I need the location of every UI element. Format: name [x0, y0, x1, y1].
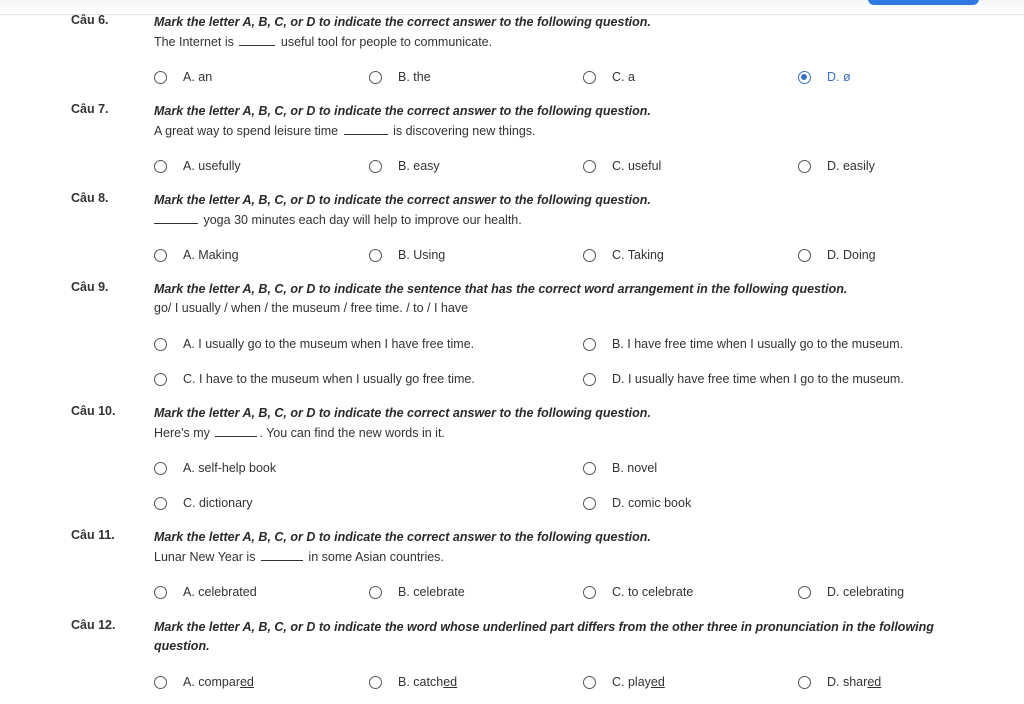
radio-button[interactable]: [369, 160, 382, 173]
question-instruction: Mark the letter A, B, C, or D to indicate the sentence that has the correct word arrangement in the following question.: [154, 282, 848, 296]
option-c[interactable]: C. dictionary: [154, 496, 252, 510]
option-b[interactable]: B. celebrate: [369, 585, 465, 599]
radio-button[interactable]: [369, 249, 382, 262]
option-d[interactable]: D. easily: [798, 159, 875, 173]
radio-button[interactable]: [583, 160, 596, 173]
radio-button[interactable]: [583, 497, 596, 510]
option-b[interactable]: B. Using: [369, 248, 445, 262]
question-instruction: Mark the letter A, B, C, or D to indicate the correct answer to the following question.: [154, 15, 651, 29]
question-number: Câu 6.: [71, 13, 109, 27]
option-a[interactable]: A. celebrated: [154, 585, 257, 599]
question-number: Câu 12.: [71, 618, 116, 632]
question-instruction: Mark the letter A, B, C, or D to indicate the correct answer to the following question.: [154, 104, 651, 118]
radio-button[interactable]: [798, 676, 811, 689]
option-d[interactable]: D. I usually have free time when I go to the museum.: [583, 372, 904, 386]
radio-button-selected[interactable]: [798, 71, 811, 84]
option-d[interactable]: D. ø: [798, 70, 851, 84]
question-instruction: Mark the letter A, B, C, or D to indicate the correct answer to the following question.: [154, 530, 651, 544]
option-b[interactable]: B. I have free time when I usually go to the museum.: [583, 337, 903, 351]
radio-button[interactable]: [583, 462, 596, 475]
question-stem: The Internet is useful tool for people to communicate.: [154, 35, 493, 49]
radio-button[interactable]: [154, 160, 167, 173]
radio-button[interactable]: [154, 497, 167, 510]
radio-button[interactable]: [583, 71, 596, 84]
radio-button[interactable]: [154, 676, 167, 689]
radio-button[interactable]: [154, 71, 167, 84]
question-stem: yoga 30 minutes each day will help to improve our health.: [154, 212, 522, 227]
question-instruction: Mark the letter A, B, C, or D to indicate the word whose underlined part differs from the other three in pronunciation in the following question.: [154, 620, 934, 653]
radio-button[interactable]: [154, 462, 167, 475]
option-d[interactable]: D. comic book: [583, 496, 691, 510]
radio-button[interactable]: [369, 586, 382, 599]
radio-button[interactable]: [798, 586, 811, 599]
option-a[interactable]: A. I usually go to the museum when I have free time.: [154, 337, 474, 351]
option-d[interactable]: D. celebrating: [798, 585, 904, 599]
radio-button[interactable]: [798, 160, 811, 173]
radio-button[interactable]: [154, 338, 167, 351]
radio-button[interactable]: [583, 586, 596, 599]
radio-button[interactable]: [583, 249, 596, 262]
option-b[interactable]: B. easy: [369, 159, 440, 173]
question-stem: go/ I usually / when / the museum / free time. / to / I have: [154, 301, 469, 315]
question-stem: Here's my . You can find the new words in it.: [154, 426, 445, 440]
radio-button[interactable]: [798, 249, 811, 262]
option-c[interactable]: C. played: [583, 675, 665, 689]
top-action-button[interactable]: [868, 0, 979, 5]
question-instruction: Mark the letter A, B, C, or D to indicate the correct answer to the following question.: [154, 193, 651, 207]
question-number: Câu 7.: [71, 102, 109, 116]
question-number: Câu 8.: [71, 191, 109, 205]
radio-button[interactable]: [369, 71, 382, 84]
option-b[interactable]: B. the: [369, 70, 431, 84]
option-c[interactable]: C. a: [583, 70, 635, 84]
radio-button[interactable]: [583, 338, 596, 351]
option-c[interactable]: C. I have to the museum when I usually go free time.: [154, 372, 475, 386]
radio-button[interactable]: [154, 249, 167, 262]
option-a[interactable]: A. Making: [154, 248, 239, 262]
radio-button[interactable]: [583, 373, 596, 386]
radio-button[interactable]: [369, 676, 382, 689]
option-c[interactable]: C. useful: [583, 159, 661, 173]
option-c[interactable]: C. Taking: [583, 248, 664, 262]
radio-button[interactable]: [154, 373, 167, 386]
option-a[interactable]: A. an: [154, 70, 212, 84]
question-instruction: Mark the letter A, B, C, or D to indicate the correct answer to the following question.: [154, 406, 651, 420]
option-a[interactable]: A. self-help book: [154, 461, 276, 475]
option-d[interactable]: D. shared: [798, 675, 881, 689]
radio-button[interactable]: [154, 586, 167, 599]
question-number: Câu 10.: [71, 404, 116, 418]
option-b[interactable]: B. catched: [369, 675, 457, 689]
option-a[interactable]: A. compared: [154, 675, 254, 689]
question-stem: Lunar New Year is in some Asian countries.: [154, 550, 444, 564]
option-d[interactable]: D. Doing: [798, 248, 876, 262]
question-number: Câu 11.: [71, 528, 115, 542]
question-stem: A great way to spend leisure time is discovering new things.: [154, 124, 536, 138]
option-a[interactable]: A. usefully: [154, 159, 241, 173]
radio-button[interactable]: [583, 676, 596, 689]
option-c[interactable]: C. to celebrate: [583, 585, 693, 599]
question-number: Câu 9.: [71, 280, 109, 294]
option-b[interactable]: B. novel: [583, 461, 657, 475]
